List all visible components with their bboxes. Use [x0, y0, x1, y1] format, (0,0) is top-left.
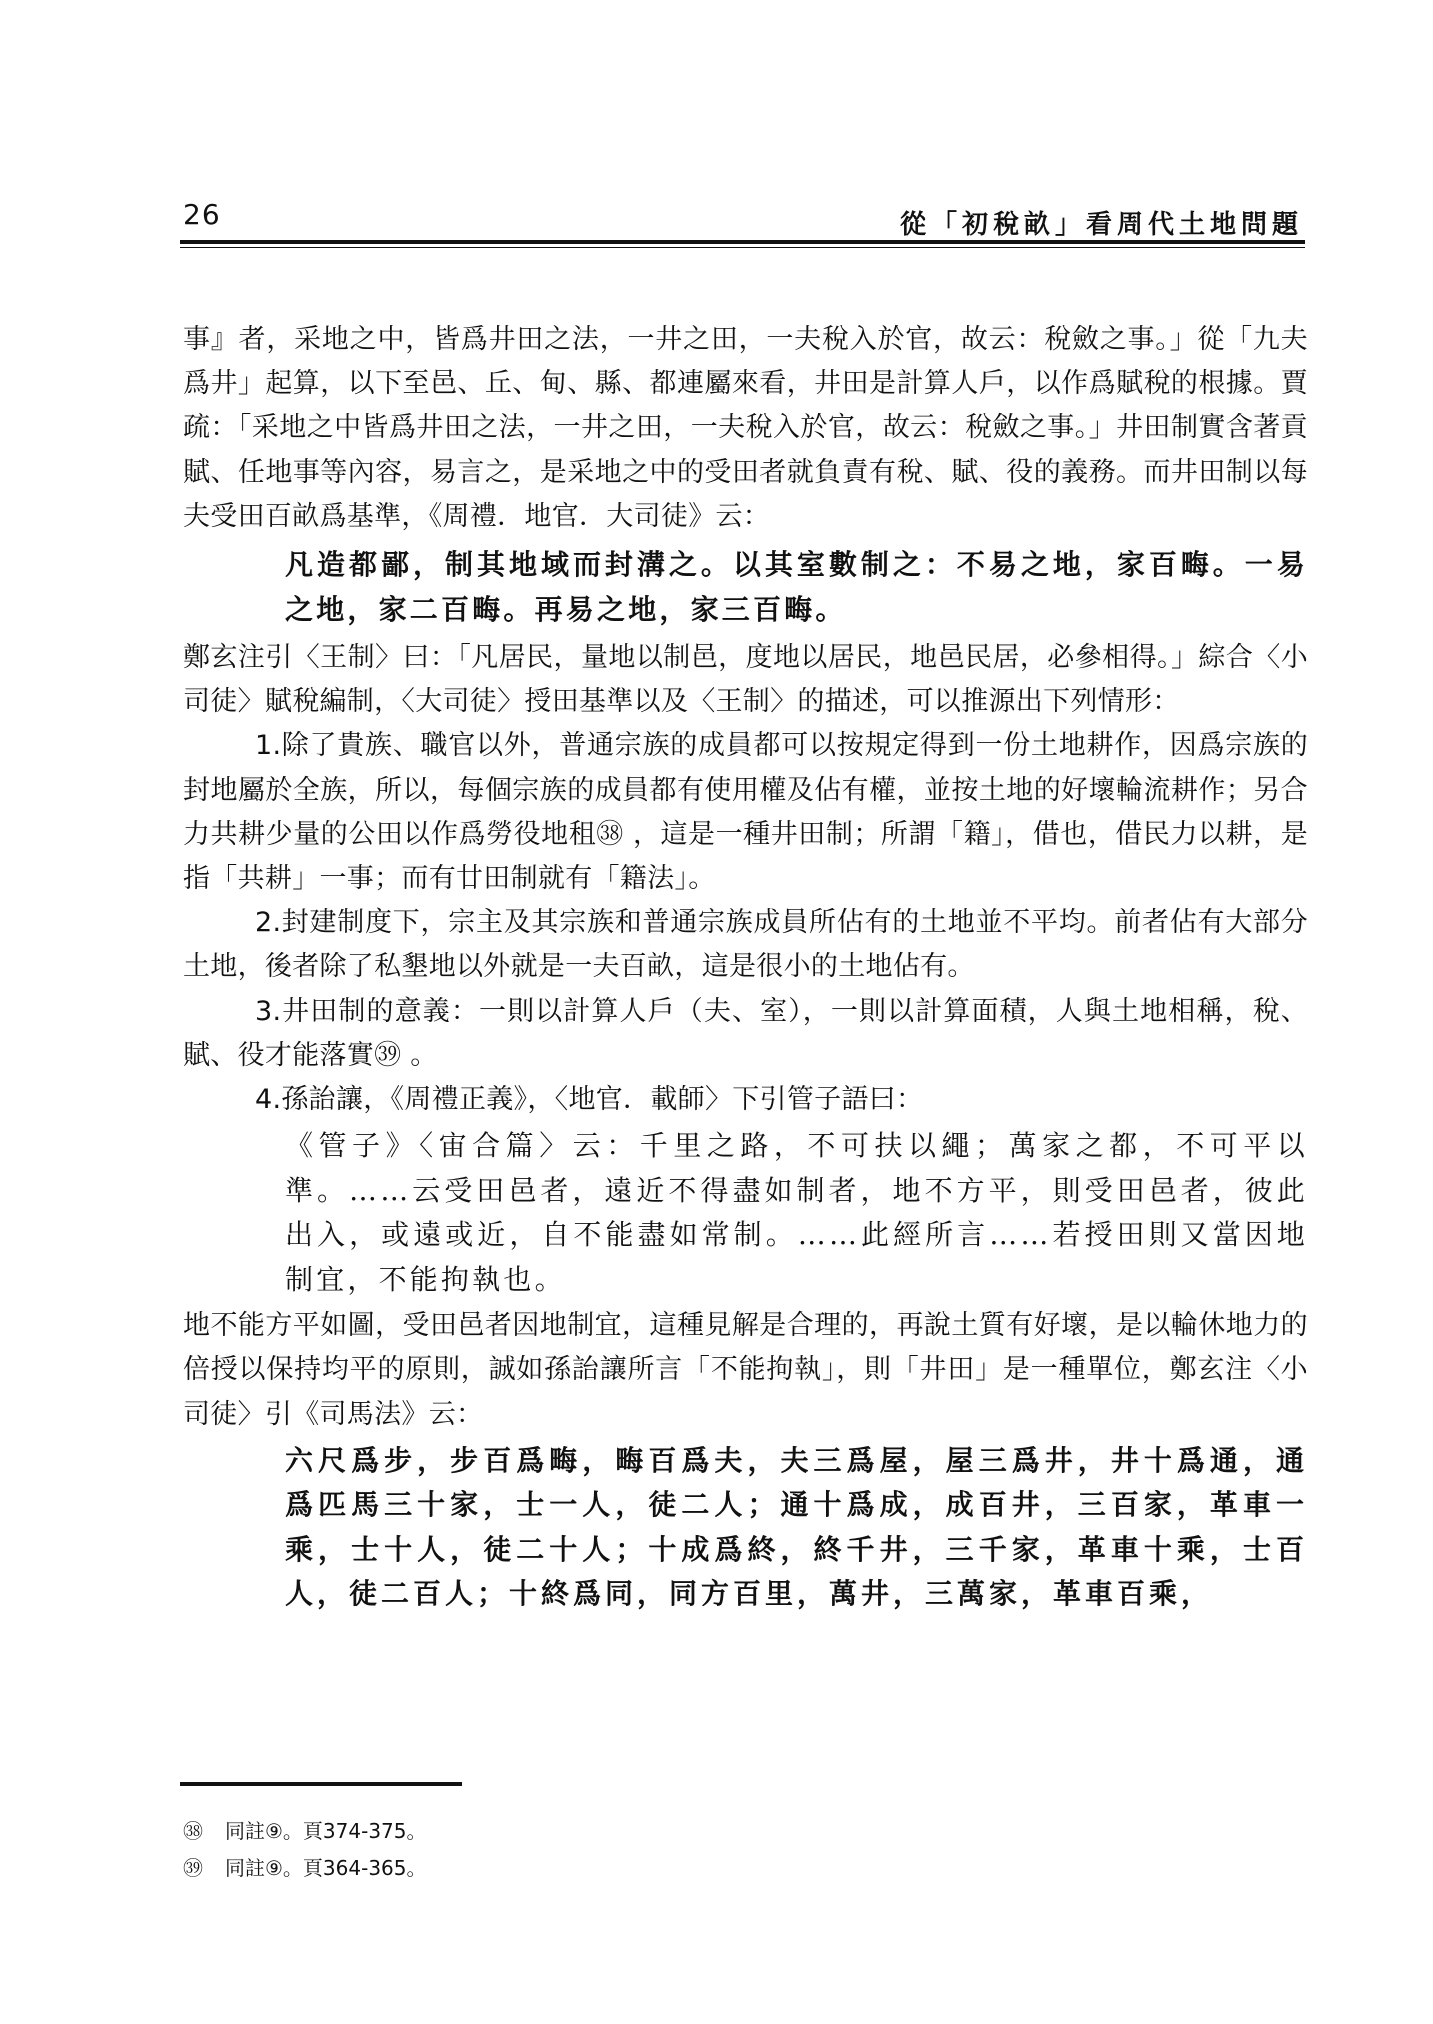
paragraph: 地不能方平如圖，受田邑者因地制宜，這種見解是合理的，再說土質有好壞，是以輪休地力的倍授以保持均平的原則，誠如孫詒讓所言「不能拘執」，則「井田」是一種單位，鄭玄注〈小司徒〉引《司馬法》云： [183, 1310, 1308, 1430]
footnote-text: 同註⑨。頁364-365。 [225, 1856, 427, 1880]
list-item: 1.除了貴族、職官以外，普通宗族的成員都可以按規定得到一份土地耕作，因爲宗族的封地屬於全族，所以，每個宗族的成員都有使用權及佔有權，並按土地的好壞輪流耕作；另合力共耕少量的公田以作爲勞役地租㊳ ，這是一種井田制；所謂「籍」，借也，借民力以耕，是指「共耕」一事；而有廿田制就有「籍法」。 [183, 730, 1308, 895]
paragraph: 鄭玄注引〈王制〉曰：「凡居民，量地以制邑，度地以居民，地邑民居，必參相得。」綜合〈小司徒〉賦稅編制，〈大司徒〉授田基準以及〈王制〉的描述，可以推源出下列情形： [183, 642, 1308, 718]
footnote-marker: ㊳ [183, 1819, 203, 1843]
list-item: 4.孫詒讓，《周禮正義》，〈地官．載師〉下引管子語曰： [255, 1084, 924, 1116]
body-text [183, 318, 1308, 1617]
footnote-marker: ㊴ [183, 1856, 203, 1880]
footnote [183, 1813, 427, 1850]
page-number: 26 [183, 198, 221, 231]
footnote-text: 同註⑨。頁374-375。 [225, 1819, 427, 1843]
block-quote: 《管子》〈宙合篇〉云：千里之路，不可扶以繩；萬家之都，不可平以準。……云受田邑者，遠近不得盡如制者，地不方平，則受田邑者，彼此出入，或遠或近，自不能盡如常制。……此經所言……若授田則又當因地制宜，不能拘執也。 [285, 1129, 1308, 1296]
header-rule-thin [180, 247, 1305, 248]
running-title: 從「初稅畝」看周代土地問題 [899, 210, 1303, 240]
paragraph: 事』者，采地之中，皆爲井田之法，一井之田，一夫稅入於官，故云：稅斂之事。」從「九夫爲井」起算，以下至邑、丘、甸、縣、都連屬來看，井田是計算人戶，以作爲賦稅的根據。賈疏：「采地之中皆爲井田之法，一井之田，一夫稅入於官，故云：稅斂之事。」井田制實含著貢賦、任地事等內容，易言之，是采地之中的受田者就負責有稅、賦、役的義務。而井田制以每夫受田百畝爲基準，《周禮．地官．大司徒》云： [183, 324, 1308, 532]
footnote [183, 1850, 427, 1887]
header-rule [180, 240, 1305, 244]
list-item: 2.封建制度下，宗主及其宗族和普通宗族成員所佔有的土地並不平均。前者佔有大部分土地，後者除了私墾地以外就是一夫百畝，這是很小的土地佔有。 [183, 907, 1308, 983]
footnote-rule [180, 1782, 462, 1786]
block-quote: 凡造都鄙，制其地域而封溝之。以其室數制之：不易之地，家百畮。一易之地，家二百畮。再易之地，家三百畮。 [285, 548, 1308, 626]
block-quote: 六尺爲步，步百爲畮，畮百爲夫，夫三爲屋，屋三爲井，井十爲通，通爲匹馬三十家，士一人，徒二人；通十爲成，成百井，三百家，革車一乘，士十人，徒二十人；十成爲終，終千井，三千家，革車十乘，士百人，徒二百人；十終爲同，同方百里，萬井，三萬家，革車百乘， [285, 1443, 1308, 1611]
list-item: 3.井田制的意義：一則以計算人戶（夫、室），一則以計算面積，人與土地相稱，稅、賦、役才能落實㊴ 。 [183, 995, 1308, 1071]
footnotes [183, 1813, 427, 1887]
